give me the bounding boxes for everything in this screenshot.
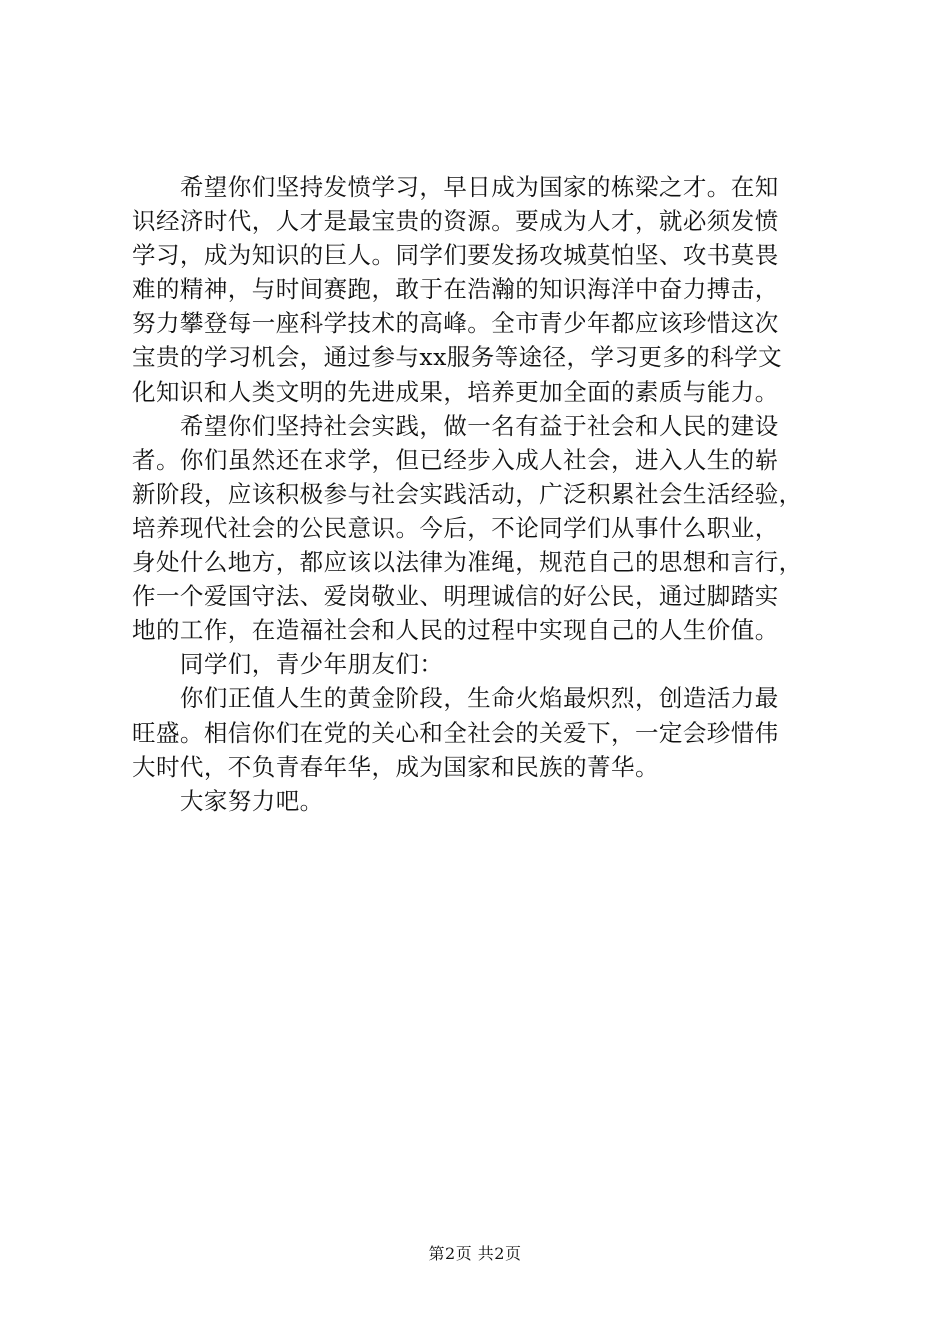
text-line: 希望你们坚持发愤学习，早日成为国家的栋梁之才。在知 bbox=[132, 173, 779, 201]
page-number: 第2页 共2页 bbox=[428, 1244, 522, 1263]
text-line: 新阶段，应该积极参与社会实践活动，广泛积累社会生活经验， bbox=[132, 479, 803, 508]
text-line: 化知识和人类文明的先进成果，培养更加全面的素质与能力。 bbox=[132, 377, 779, 406]
text-line: 大家努力吧。 bbox=[132, 786, 324, 815]
text-line: 地的工作，在造福社会和人民的过程中实现自己的人生价值。 bbox=[132, 616, 779, 645]
text-line: 努力攀登每一座科学技术的高峰。全市青少年都应该珍惜这次 bbox=[132, 309, 779, 338]
text-line: 宝贵的学习机会，通过参与xx服务等途径，学习更多的科学文 bbox=[132, 343, 783, 372]
text-line: 大时代，不负青春年华，成为国家和民族的菁华。 bbox=[132, 752, 659, 781]
text-line: 同学们，青少年朋友们： bbox=[132, 650, 444, 679]
text-line: 你们正值人生的黄金阶段，生命火焰最炽烈，创造活力最 bbox=[132, 684, 779, 713]
text-line: 希望你们坚持社会实践，做一名有益于社会和人民的建设 bbox=[132, 411, 779, 440]
text-line: 学习，成为知识的巨人。同学们要发扬攻城莫怕坚、攻书莫畏 bbox=[132, 241, 779, 270]
text-line: 识经济时代，人才是最宝贵的资源。要成为人才，就必须发愤 bbox=[132, 207, 779, 236]
text-line: 培养现代社会的公民意识。今后，不论同学们从事什么职业， bbox=[132, 513, 779, 542]
text-line: 旺盛。相信你们在党的关心和全社会的关爱下，一定会珍惜伟 bbox=[132, 718, 779, 747]
document-body bbox=[132, 170, 832, 818]
page-footer bbox=[0, 1243, 950, 1265]
text-line: 作一个爱国守法、爱岗敬业、明理诚信的好公民，通过脚踏实 bbox=[132, 582, 779, 611]
text-line: 难的精神，与时间赛跑，敢于在浩瀚的知识海洋中奋力搏击， bbox=[132, 275, 779, 304]
text-line: 者。你们虽然还在求学，但已经步入成人社会，进入人生的崭 bbox=[132, 445, 779, 474]
text-line: 身处什么地方，都应该以法律为准绳，规范自己的思想和言行， bbox=[132, 548, 803, 577]
